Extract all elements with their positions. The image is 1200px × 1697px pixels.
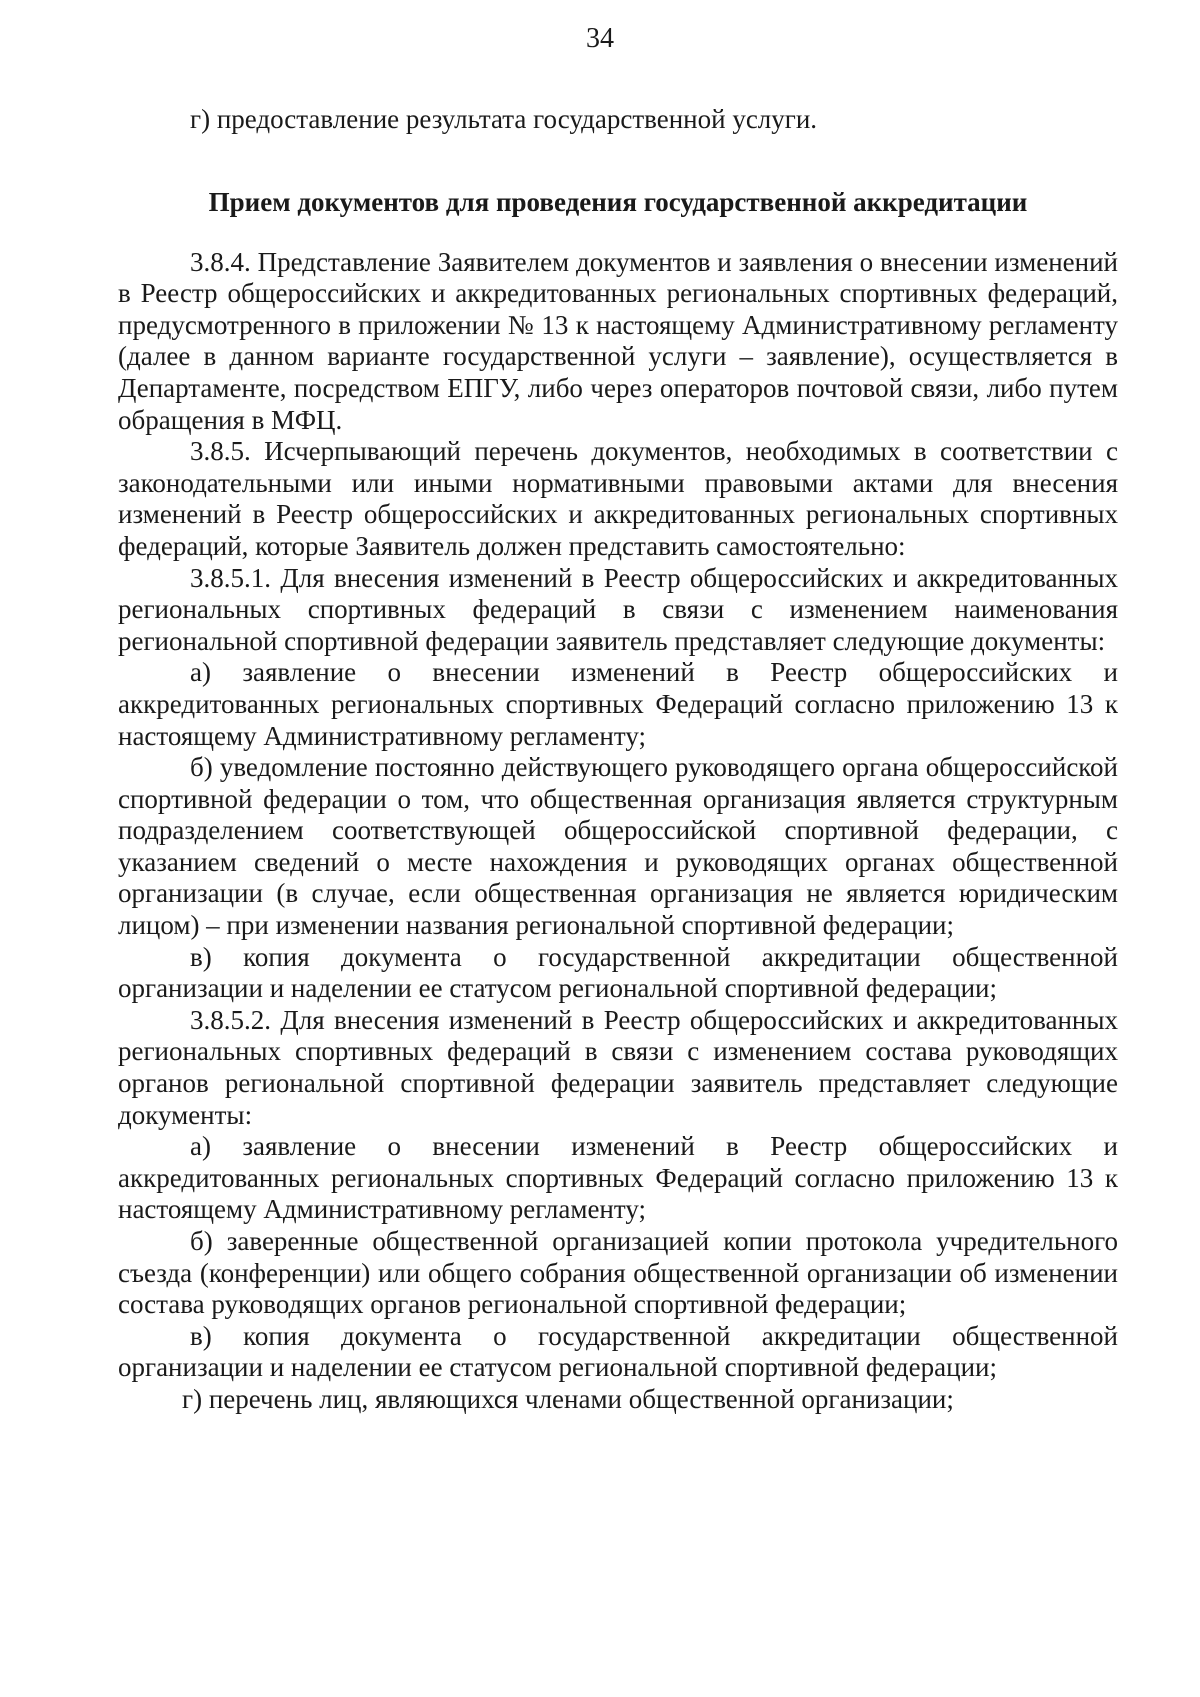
paragraph-3-8-5: 3.8.5. Исчерпывающий перечень документов, необходимых в соответствии с законодательными или иными нормативными правовыми актами для внесения изменений в Реестр общероссийских и аккредитованных региональных спортивных федераций, которые Заявитель должен представить самостоятельно: [118, 436, 1118, 561]
paragraph-3-8-4: 3.8.4. Представление Заявителем документов и заявления о внесении изменений в Реестр общероссийских и аккредитованных региональных спортивных федераций, предусмотренного в приложении № 13 к настоящему Административному регламенту (далее в данном варианте государственной услуги – заявление), осуществляется в Департаменте, посредством ЕПГУ, либо через операторов почтовой связи, либо путем обращения в МФЦ. [118, 246, 1118, 435]
list-item-g-2: г) перечень лиц, являющихся членами общественной организации; [182, 1383, 954, 1414]
list-item-b-1: б) уведомление постоянно действующего руководящего органа общероссийской спортивной федерации о том, что общественная организация является структурным подразделением соответствующей общероссийской спортивной федерации, с указанием сведений о месте нахождения и руководящих органах общественной организации (в случае, если общественная организация не является юридическим лицом) – при изменении названия региональной спортивной федерации; [118, 752, 1118, 941]
section-heading: Прием документов для проведения государственной аккредитации [208, 186, 1028, 217]
list-item-a-1: а) заявление о внесении изменений в Реестр общероссийских и аккредитованных региональных спортивных Федераций согласно приложению 13 к настоящему Административному регламенту; [118, 657, 1118, 751]
paragraph-3-8-5-1: 3.8.5.1. Для внесения изменений в Реестр общероссийских и аккредитованных региональных спортивных федераций в связи с изменением наименования региональной спортивной федерации заявитель представляет следующие документы: [118, 562, 1118, 656]
document-body [118, 104, 1118, 1416]
list-item-v-1: в) копия документа о государственной аккредитации общественной организации и наделении ее статусом региональной спортивной федерации; [118, 941, 1118, 1004]
paragraph-3-8-5-2: 3.8.5.2. Для внесения изменений в Реестр общероссийских и аккредитованных региональных спортивных федераций в связи с изменением состава руководящих органов региональной спортивной федерации заявитель представляет следующие документы: [118, 1004, 1118, 1130]
list-item-v-2: в) копия документа о государственной аккредитации общественной организации и наделении ее статусом региональной спортивной федерации; [118, 1320, 1118, 1383]
list-item-b-2: б) заверенные общественной организацией копии протокола учредительного съезда (конференции) или общего собрания общественной организации об изменении состава руководящих органов региональной спортивной федерации; [118, 1226, 1118, 1320]
intro-line: г) предоставление результата государственной услуги. [190, 104, 818, 134]
list-item-a-2: а) заявление о внесении изменений в Реестр общероссийских и аккредитованных региональных спортивных Федераций согласно приложению 13 к настоящему Административному регламенту; [118, 1131, 1118, 1225]
page-number: 34 [586, 23, 614, 54]
